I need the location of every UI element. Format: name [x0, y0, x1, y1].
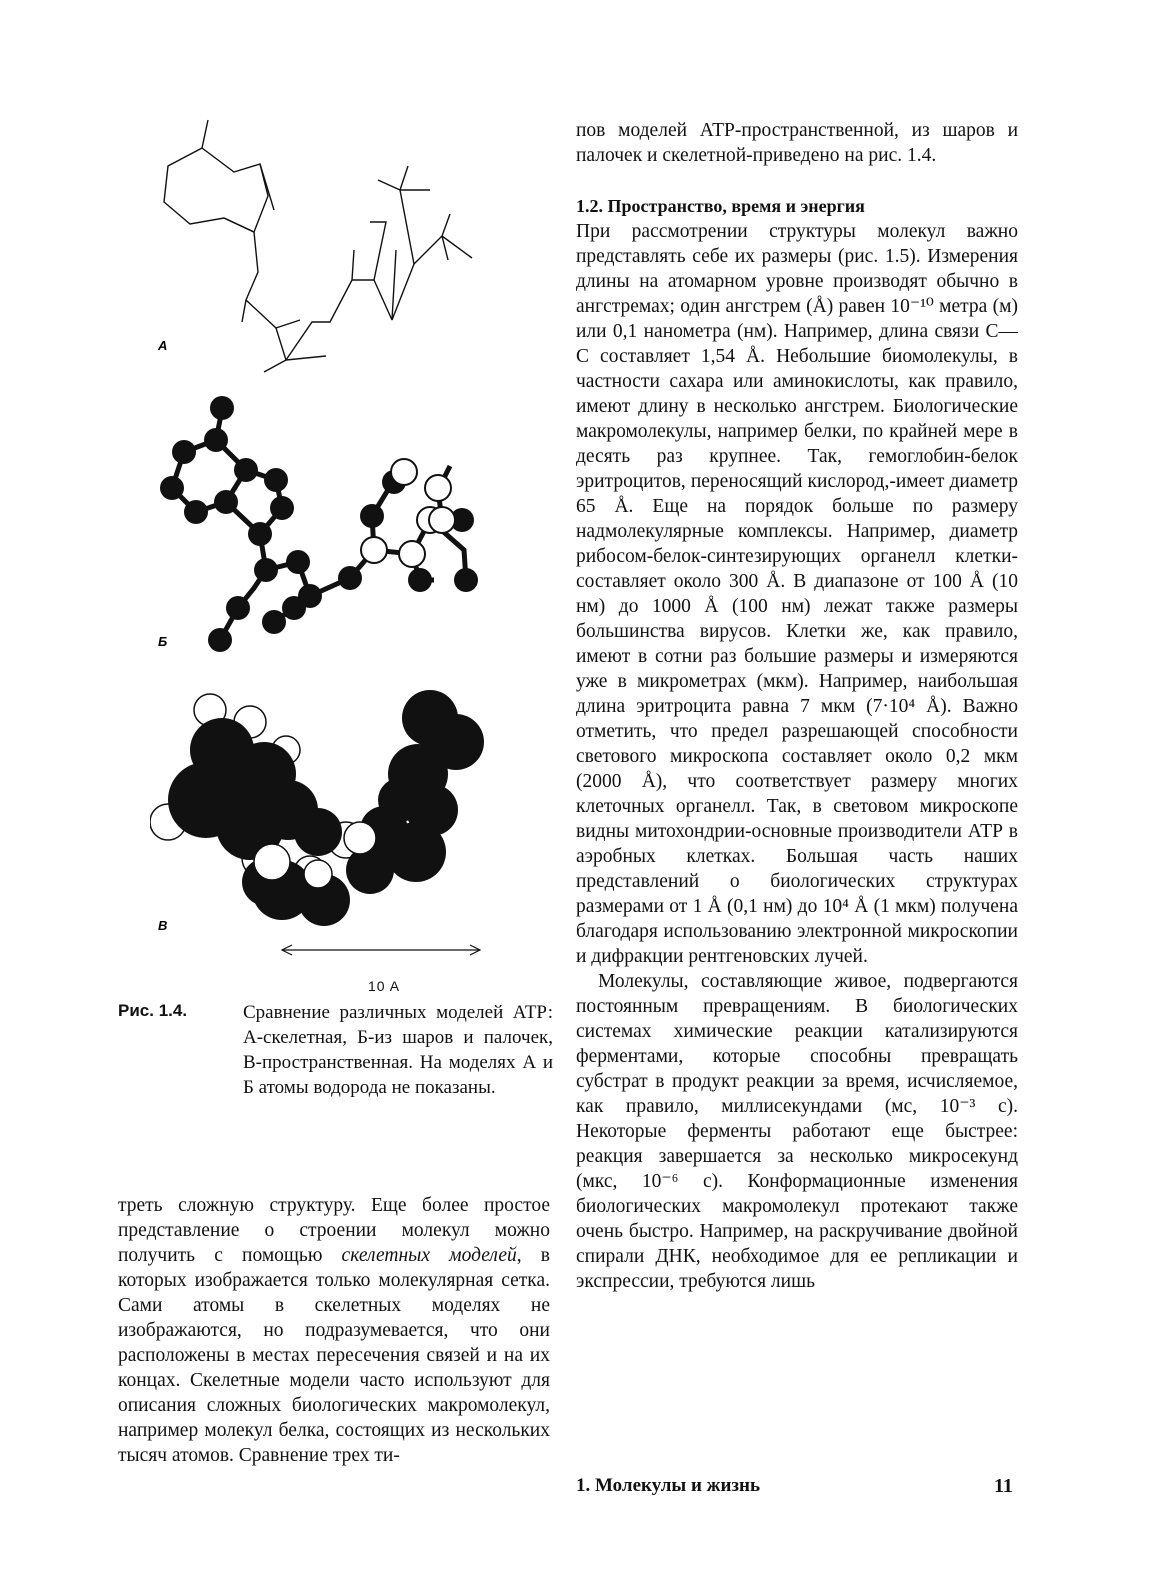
- skeletal-model: [164, 120, 472, 372]
- section-heading: 1.2. Пространство, время и энергия: [576, 196, 865, 216]
- space-filling-model: [150, 690, 484, 926]
- right-paragraph-1: При рассмотрении структуры молекул важно представлять себе их размеры (рис. 1.5). Измерения длины на атомарном уровне производят обычно в ангстремах; один ангстрем (Å) равен 10⁻¹⁰ метра (м) или 0,1 нанометра (нм). Например, длина связи С—С составляет 1,54 Å. Небольшие биомолекулы, в частности сахара или аминокислоты, как правило, имеют длину в несколько ангстрем. Биологические макромолекулы, например белки, по крайней мере в десять раз крупнее. Так, гемоглобин-белок эритроцитов, переносящий кислород,-имеет диаметр 65 Å. Еще на порядок больше по размеру надмолекулярные комплексы. Например, диаметр рибосом-белок-синтезирующих органелл клетки-составляет около 300 Å. В диапазоне от 100 Å (10 нм) до 1000 Å (100 нм) лежат также размеры большинства вирусов. Клетки же, как правило, имеют в сотни раз большие размеры и измеряются уже в микрометрах (мкм). Например, наибольшая длина эритроцита равна 7 мкм (7·10⁴ Å). Важно отметить, что предел разрешающей способности светового микроскопа составляет около 0,2 мкм (2000 Å), что соответствует размеру многих клеточных органелл. Так, в световом микроскопе видны митохондрии-основные производители АТР в аэробных клетках. Большая часть наших представлений о биологических структурах размерами от 1 Å (0,1 нм) до 10⁴ Å (1 мкм) получена благодаря использованию электронной микроскопии и дифракции рентгеновских лучей.: [576, 221, 1018, 967]
- label-c: В: [158, 918, 168, 933]
- right-column: [576, 118, 1018, 1294]
- chapter-footer: 1. Молекулы и жизнь: [576, 1475, 761, 1496]
- page-number: 11: [994, 1475, 1013, 1497]
- label-a: А: [158, 338, 168, 353]
- left-text-part1: треть сложную структуру. Еще более простое представление о строении молекул можно получить с помощью: [118, 1195, 550, 1266]
- ball-stick-model: [160, 396, 478, 652]
- figure-caption-label: Рис. 1.4.: [118, 1001, 188, 1020]
- left-text-italic: скелетных моделей: [341, 1245, 517, 1266]
- right-paragraph-2: Молекулы, составляющие живое, подвергаются постоянным превращениям. В биологических системах химические реакции катализируются ферментами, которые способны превращать субстрат в продукт реакции за время, исчисляемое, как правило, миллисекундами (мс, 10⁻³ с). Некоторые ферменты работают еще быстрее: реакция завершается за несколько микросекунд (мкс, 10⁻⁶ с). Конформационные изменения биологических макромолекул протекают также очень быстро. Например, на раскручивание двойной спирали ДНК, необходимое для ее репликации и экспрессии, требуются лишь: [576, 971, 1018, 1292]
- left-text-part2: , в которых изображается только молекулярная сетка. Сами атомы в скелетных моделях не изображаются, но подразумевается, что они расположены в местах пересечения связей и на их концах. Скелетные модели часто используют для описания сложных биологических макромолекул, например молекул белка, состоящих из нескольких тысяч атомов. Сравнение трех ти-: [118, 1245, 550, 1466]
- scale-label: 10 A: [368, 978, 401, 994]
- left-column: [118, 1193, 550, 1468]
- figure-caption: Сравнение различных моделей АТР: А-скелетная, Б-из шаров и палочек, В-пространственная. На моделях А и Б атомы водорода не показаны.: [243, 1002, 553, 1098]
- figure-atp-models: [150, 110, 560, 990]
- right-intro: пов моделей АТР-пространственной, из шаров и палочек и скелетной-приведено на рис. 1.4.: [576, 120, 1018, 166]
- left-paragraph: [118, 1193, 550, 1468]
- label-b: Б: [158, 634, 168, 649]
- scale-arrow: [282, 945, 480, 955]
